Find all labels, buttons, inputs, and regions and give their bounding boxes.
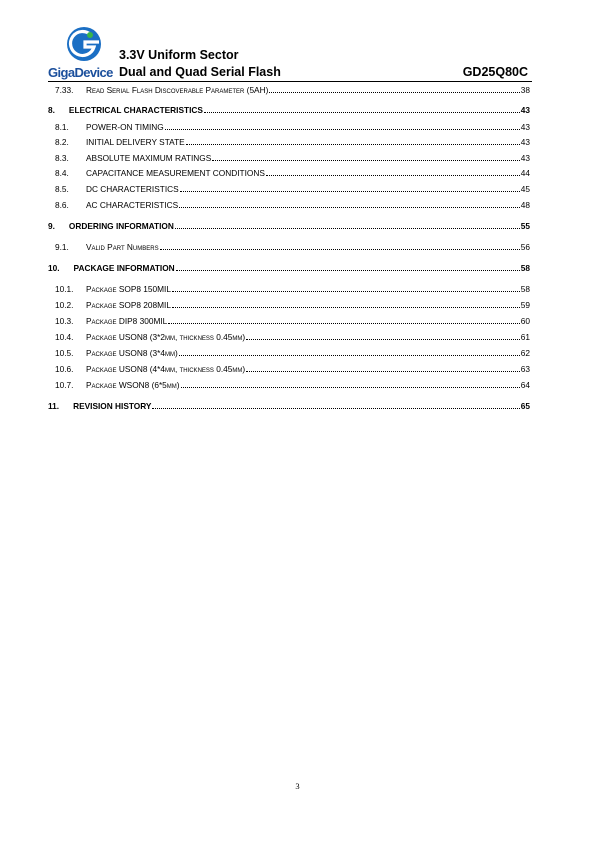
part-number: GD25Q80C — [462, 65, 528, 79]
toc-entry-page: 56 — [520, 242, 530, 252]
toc-leader-dots — [172, 307, 520, 308]
toc-entry-page: 43 — [520, 122, 530, 132]
toc-entry-title: Read Serial Flash Discoverable Parameter (5AH) — [86, 85, 269, 95]
toc-entry-title: AC CHARACTERISTICS — [86, 200, 179, 210]
toc-entry-number: 10.1. — [55, 284, 74, 294]
toc-entry-number: 8. — [48, 105, 55, 115]
toc-entry[interactable] — [48, 120, 530, 132]
toc-entry-title: ORDERING INFORMATION — [68, 221, 174, 231]
toc-leader-dots — [246, 339, 520, 340]
toc-entry-page: 44 — [520, 168, 530, 178]
toc-entry[interactable] — [48, 135, 530, 147]
toc-entry[interactable] — [48, 166, 530, 178]
toc-entry-number: 8.1. — [55, 122, 69, 132]
toc-entry-page: 55 — [520, 221, 530, 231]
toc-entry[interactable] — [48, 330, 530, 342]
toc-entry-number: 8.5. — [55, 184, 69, 194]
toc-entry-page: 43 — [520, 105, 530, 115]
toc-entry[interactable] — [48, 378, 530, 390]
toc-entry[interactable] — [48, 151, 530, 163]
document-title-line1: 3.3V Uniform Sector — [119, 48, 239, 62]
toc-entry-title: Package USON8 (4*4mm, thickness 0.45mm) — [86, 364, 246, 374]
toc-entry-title: DC CHARACTERISTICS — [86, 184, 179, 194]
toc-entry-number: 10. — [48, 263, 60, 273]
toc-entry[interactable] — [48, 103, 530, 115]
toc-entry-page: 48 — [520, 200, 530, 210]
toc-entry-title: CAPACITANCE MEASUREMENT CONDITIONS — [86, 168, 265, 178]
toc-entry[interactable] — [48, 362, 530, 374]
toc-leader-dots — [175, 228, 520, 229]
page-header — [48, 26, 532, 82]
toc-leader-dots — [180, 191, 520, 192]
page-number: 3 — [295, 781, 300, 791]
toc-leader-dots — [176, 270, 520, 271]
toc-entry-number: 10.4. — [55, 332, 74, 342]
toc-entry-title: Package DIP8 300MIL — [86, 316, 168, 326]
toc-entry-page: 59 — [520, 300, 530, 310]
toc-entry-title: Package WSON8 (6*5mm) — [86, 380, 180, 390]
toc-entry-title: REVISION HISTORY — [73, 401, 152, 411]
toc-entry-page: 61 — [520, 332, 530, 342]
toc-entry-title: Valid Part Numbers — [86, 242, 159, 252]
toc-leader-dots — [266, 175, 520, 176]
toc-leader-dots — [269, 92, 519, 93]
toc-entry-number: 9.1. — [55, 242, 69, 252]
toc-leader-dots — [204, 112, 520, 113]
toc-entry-number: 7.33. — [55, 85, 74, 95]
toc-entry-number: 10.6. — [55, 364, 74, 374]
toc-leader-dots — [152, 408, 519, 409]
toc-entry-page: 45 — [520, 184, 530, 194]
toc-entry-page: 58 — [520, 284, 530, 294]
toc-entry-number: 8.4. — [55, 168, 69, 178]
toc-entry[interactable] — [48, 219, 530, 231]
toc-entry-number: 8.3. — [55, 153, 69, 163]
toc-leader-dots — [160, 249, 520, 250]
toc-entry[interactable] — [48, 182, 530, 194]
toc-entry-page: 63 — [520, 364, 530, 374]
toc-entry-title: ABSOLUTE MAXIMUM RATINGS — [86, 153, 212, 163]
toc-entry-number: 10.2. — [55, 300, 74, 310]
toc-leader-dots — [186, 144, 520, 145]
toc-leader-dots — [165, 129, 520, 130]
toc-entry-page: 62 — [520, 348, 530, 358]
header-rule — [48, 81, 532, 82]
toc-entry-title: Package SOP8 150MIL — [86, 284, 171, 294]
toc-entry[interactable] — [48, 198, 530, 210]
toc-entry[interactable] — [48, 298, 530, 310]
toc-leader-dots — [168, 323, 519, 324]
toc-entry-page: 58 — [520, 263, 530, 273]
toc-entry-page: 65 — [520, 401, 530, 411]
toc-entry-title: ELECTRICAL CHARACTERISTICS — [68, 105, 203, 115]
toc-leader-dots — [179, 355, 520, 356]
toc-leader-dots — [246, 371, 520, 372]
document-title-line2: Dual and Quad Serial Flash — [119, 65, 281, 79]
gigadevice-logo-icon — [66, 26, 102, 62]
toc-entry-page: 43 — [520, 137, 530, 147]
toc-entry-title: INITIAL DELIVERY STATE — [86, 137, 185, 147]
toc-entry-title: Package SOP8 208MIL — [86, 300, 171, 310]
toc-entry-number: 10.7. — [55, 380, 74, 390]
toc-entry-number: 11. — [48, 401, 60, 411]
toc-entry[interactable] — [48, 282, 530, 294]
toc-leader-dots — [179, 207, 520, 208]
toc-entry-number: 9. — [48, 221, 55, 231]
toc-leader-dots — [181, 387, 520, 388]
logo-text: GigaDevice — [48, 65, 113, 80]
toc-entry-page: 60 — [520, 316, 530, 326]
toc-entry-page: 43 — [520, 153, 530, 163]
toc-entry-number: 8.6. — [55, 200, 69, 210]
toc-entry[interactable] — [48, 83, 530, 95]
toc-entry[interactable] — [48, 399, 530, 411]
toc-entry-number: 10.5. — [55, 348, 74, 358]
toc-entry-title: Package USON8 (3*2mm, thickness 0.45mm) — [86, 332, 246, 342]
toc-entry[interactable] — [48, 346, 530, 358]
toc-entry-page: 64 — [520, 380, 530, 390]
toc-entry-number: 10.3. — [55, 316, 74, 326]
toc-entry[interactable] — [48, 261, 530, 273]
toc-entry-title: Package USON8 (3*4mm) — [86, 348, 178, 358]
toc-entry-title: POWER-ON TIMING — [86, 122, 164, 132]
toc-entry[interactable] — [48, 240, 530, 252]
toc-entry-number: 8.2. — [55, 137, 69, 147]
toc-entry[interactable] — [48, 314, 530, 326]
toc-leader-dots — [212, 160, 520, 161]
toc-entry-title: PACKAGE INFORMATION — [73, 263, 175, 273]
toc-leader-dots — [172, 291, 520, 292]
toc-entry-page: 38 — [520, 85, 530, 95]
